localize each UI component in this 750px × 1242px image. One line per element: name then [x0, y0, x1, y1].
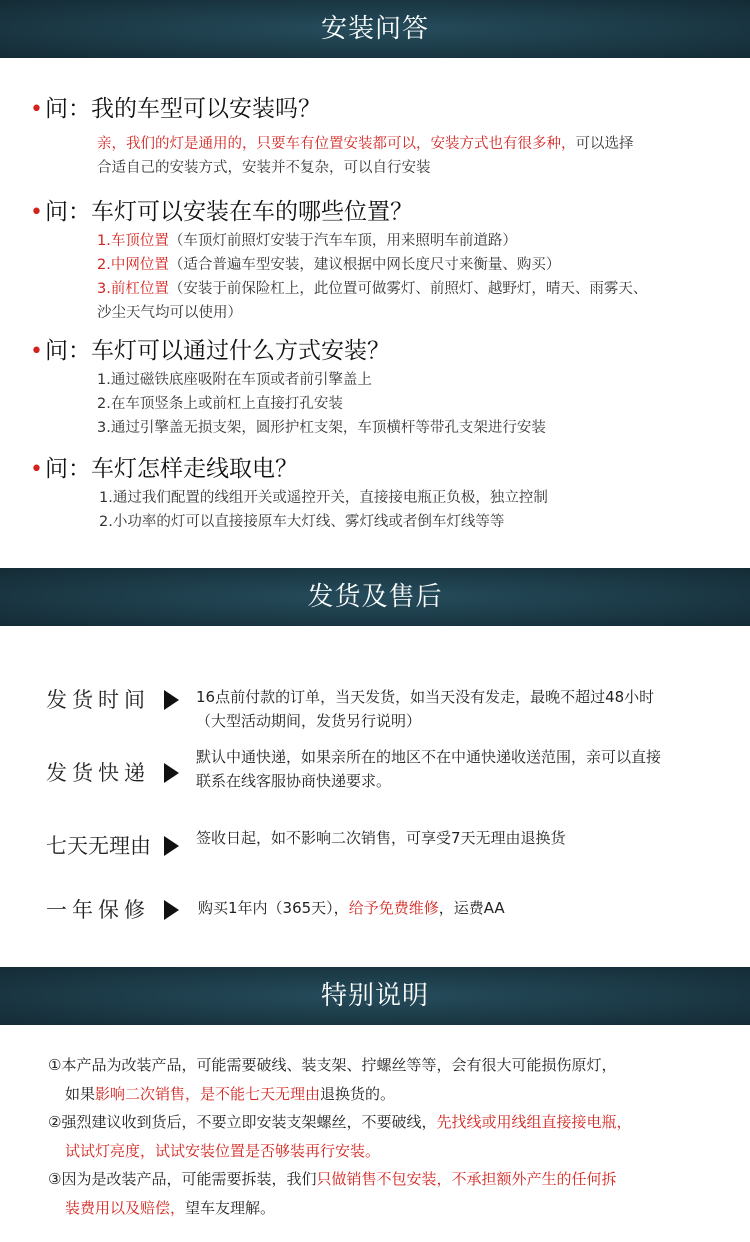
text-segment: ，运费AA	[438, 899, 505, 917]
text-segment: 退换货的。	[320, 1085, 396, 1103]
text-segment: （适合普遍车型安装，建议根据中网长度尺寸来衡量、购买）	[168, 257, 561, 273]
question-title	[30, 195, 745, 229]
note-line	[48, 1137, 738, 1166]
text-segment: 1.通过磁铁底座吸附在车顶或者前引擎盖上	[97, 372, 372, 388]
text-segment: 联系在线客服协商快递要求。	[196, 772, 392, 790]
text-segment: （大型活动期间，发货另行说明）	[196, 712, 422, 730]
note-item	[48, 1108, 738, 1166]
answer-line	[99, 510, 745, 534]
answer-line	[97, 253, 745, 277]
qa-item	[30, 195, 745, 325]
note-line	[48, 1080, 738, 1109]
section-header-special	[0, 967, 750, 1025]
section-header-shipping	[0, 568, 750, 626]
text-segment: 如果	[65, 1085, 96, 1103]
service-label: 一年保修	[46, 898, 150, 922]
highlight-text: 影响二次销售，是不能七天无理由	[95, 1085, 321, 1103]
section-title: 发货及售后	[307, 582, 443, 612]
question-text: 问：车灯可以通过什么方式安装？	[44, 338, 390, 364]
triangle-arrow-icon	[164, 763, 179, 783]
service-line	[196, 685, 654, 709]
text-segment: 可以选择	[575, 136, 634, 152]
answer-line	[97, 229, 745, 253]
text-segment: ③因为是改装产品，可能需要拆装，我们	[48, 1170, 317, 1188]
answer-line	[97, 277, 745, 301]
qa-item	[30, 452, 745, 534]
service-text	[196, 826, 566, 850]
answer-line	[97, 156, 745, 180]
bullet-dot: •	[30, 339, 43, 364]
bullet-dot: •	[30, 200, 43, 225]
section-title: 特别说明	[320, 981, 429, 1011]
answer-line	[97, 301, 745, 325]
note-line	[48, 1108, 738, 1137]
service-label: 发货快递	[46, 761, 150, 785]
service-line	[196, 826, 566, 850]
text-segment: ②强烈建议收到货后，不要立即安装支架螺丝，不要破线，	[48, 1113, 437, 1131]
triangle-arrow-icon	[164, 900, 179, 920]
service-line	[196, 745, 661, 769]
bullet-dot: •	[30, 97, 43, 122]
text-segment: 签收日起，如不影响二次销售，可享受7天无理由退换货	[196, 829, 566, 847]
answer-line	[97, 416, 745, 440]
note-line	[48, 1194, 738, 1223]
note-item	[48, 1051, 738, 1109]
text-segment: 1.通过我们配置的线组开关或遥控开关，直接接电瓶正负极，独立控制	[99, 490, 548, 506]
section-header-install-qa	[0, 0, 750, 58]
question-text: 问：车灯怎样走线取电？	[44, 456, 298, 482]
question-title	[30, 92, 745, 126]
answer-line	[97, 132, 745, 156]
service-text	[198, 896, 505, 920]
highlight-text: 1.车顶位置	[97, 233, 169, 249]
text-segment: 2.小功率的灯可以直接接原车大灯线、雾灯线或者倒车灯线等等	[99, 514, 505, 530]
highlight-text: 先找线或用线组直接接电瓶，	[436, 1113, 632, 1131]
question-text: 问：我的车型可以安装吗？	[44, 96, 321, 122]
triangle-arrow-icon	[164, 690, 179, 710]
triangle-arrow-icon	[164, 836, 179, 856]
service-text	[196, 745, 661, 793]
service-text	[196, 685, 654, 733]
text-segment: 沙尘天气均可以使用）	[97, 305, 242, 321]
service-label: 发货时间	[46, 688, 150, 712]
qa-item	[30, 334, 745, 440]
highlight-text: 给予免费维修	[348, 899, 439, 917]
section-title: 安装问答	[320, 14, 429, 44]
text-segment: 合适自己的安装方式，安装并不复杂，可以自行安装	[97, 160, 431, 176]
note-line	[48, 1051, 738, 1080]
question-text: 问：车灯可以安装在车的哪些位置？	[44, 199, 413, 225]
note-item	[48, 1165, 738, 1223]
question-title	[30, 334, 745, 368]
highlight-text: 亲，我们的灯是通用的，只要车有位置安装都可以，安装方式也有很多种，	[97, 136, 576, 152]
text-segment: 2.在车顶竖条上或前杠上直接打孔安装	[97, 396, 343, 412]
highlight-text: 3.前杠位置	[97, 281, 169, 297]
qa-item	[30, 92, 745, 180]
text-segment: 3.通过引擎盖无损支架，圆形护杠支架，车顶横杆等带孔支架进行安装	[97, 420, 546, 436]
answer-line	[99, 486, 745, 510]
service-label: 七天无理由	[46, 834, 151, 858]
service-line	[198, 896, 505, 920]
text-segment: 16点前付款的订单，当天发货，如当天没有发走，最晚不超过48小时	[196, 688, 655, 706]
service-line	[196, 709, 654, 733]
text-segment: 购买1年内（365天），	[198, 899, 349, 917]
note-line	[48, 1165, 738, 1194]
bullet-dot: •	[30, 457, 43, 482]
text-segment: （安装于前保险杠上，此位置可做雾灯、前照灯、越野灯，晴天、雨雾天、	[168, 281, 648, 297]
highlight-text: 装费用以及赔偿，	[65, 1199, 186, 1217]
question-title	[30, 452, 745, 486]
highlight-text: 试试灯亮度，试试安装位置是否够装再行安装。	[65, 1142, 381, 1160]
answer-line	[97, 368, 745, 392]
text-segment: （车顶灯前照灯安装于汽车车顶，用来照明车前道路）	[168, 233, 517, 249]
text-segment: ①本产品为改装产品，可能需要破线、装支架、拧螺丝等等，会有很大可能损伤原灯，	[48, 1056, 617, 1074]
highlight-text: 2.中网位置	[97, 257, 169, 273]
highlight-text: 只做销售不包安装，不承担额外产生的任何拆	[316, 1170, 617, 1188]
service-line	[196, 769, 661, 793]
text-segment: 默认中通快递，如果亲所在的地区不在中通快递收送范围，亲可以直接	[196, 748, 662, 766]
answer-line	[97, 392, 745, 416]
text-segment: 望车友理解。	[185, 1199, 276, 1217]
